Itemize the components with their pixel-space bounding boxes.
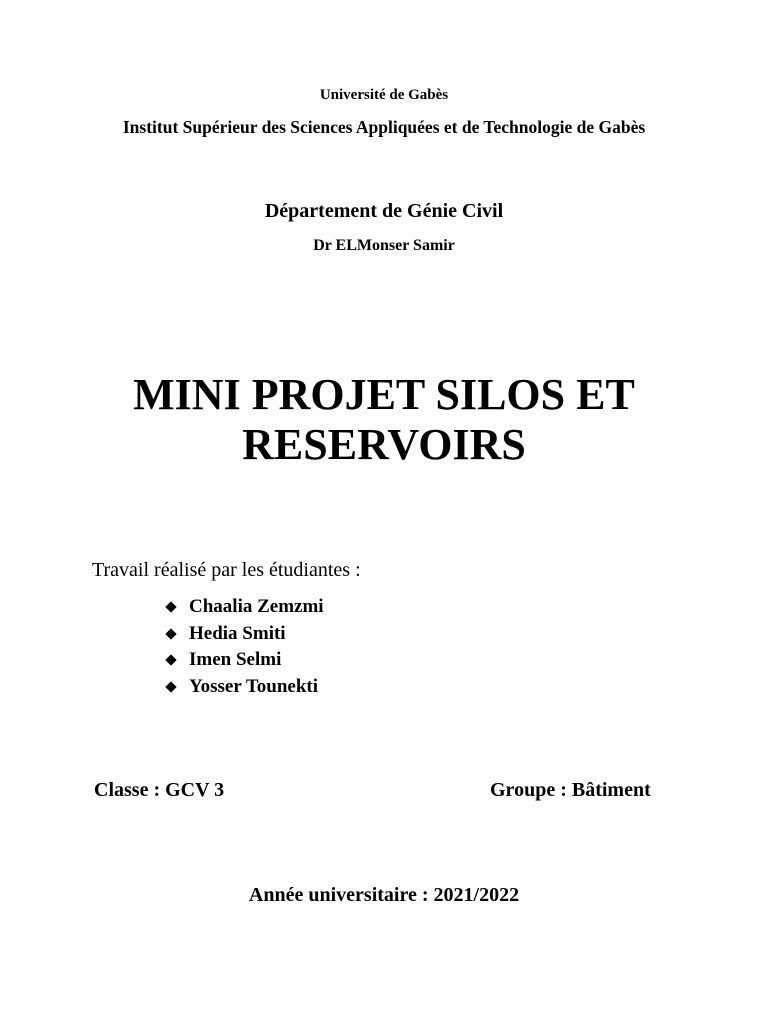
university-name: Université de Gabès bbox=[319, 87, 449, 103]
academic-year: Année universitaire : 2021/2022 bbox=[248, 884, 520, 906]
list-item bbox=[165, 647, 324, 674]
page-title bbox=[60, 370, 708, 470]
student-name: Hedia Smiti bbox=[189, 622, 286, 644]
list-item bbox=[165, 621, 324, 648]
title-line-1: MINI PROJET SILOS ET bbox=[133, 370, 635, 419]
class-info: Classe : GCV 3 bbox=[94, 779, 225, 801]
student-name: Yosser Tounekti bbox=[189, 675, 319, 697]
title-line-2: RESERVOIRS bbox=[242, 420, 526, 469]
diamond-icon bbox=[165, 655, 176, 666]
list-item bbox=[165, 674, 324, 701]
list-item bbox=[165, 594, 324, 621]
students-intro: Travail réalisé par les étudiantes : bbox=[92, 559, 361, 581]
diamond-icon bbox=[165, 602, 176, 613]
group-info: Groupe : Bâtiment bbox=[490, 779, 651, 801]
student-name: Chaalia Zemzmi bbox=[189, 596, 324, 617]
diamond-icon bbox=[165, 681, 176, 692]
student-list bbox=[165, 594, 324, 700]
supervisor-name: Dr ELMonser Samir bbox=[313, 237, 455, 254]
diamond-icon bbox=[165, 628, 176, 639]
institute-name: Institut Supérieur des Sciences Appliquées et de Technologie de Gabès bbox=[122, 117, 646, 137]
student-name: Imen Selmi bbox=[189, 649, 282, 670]
department-name: Département de Génie Civil bbox=[264, 200, 504, 222]
